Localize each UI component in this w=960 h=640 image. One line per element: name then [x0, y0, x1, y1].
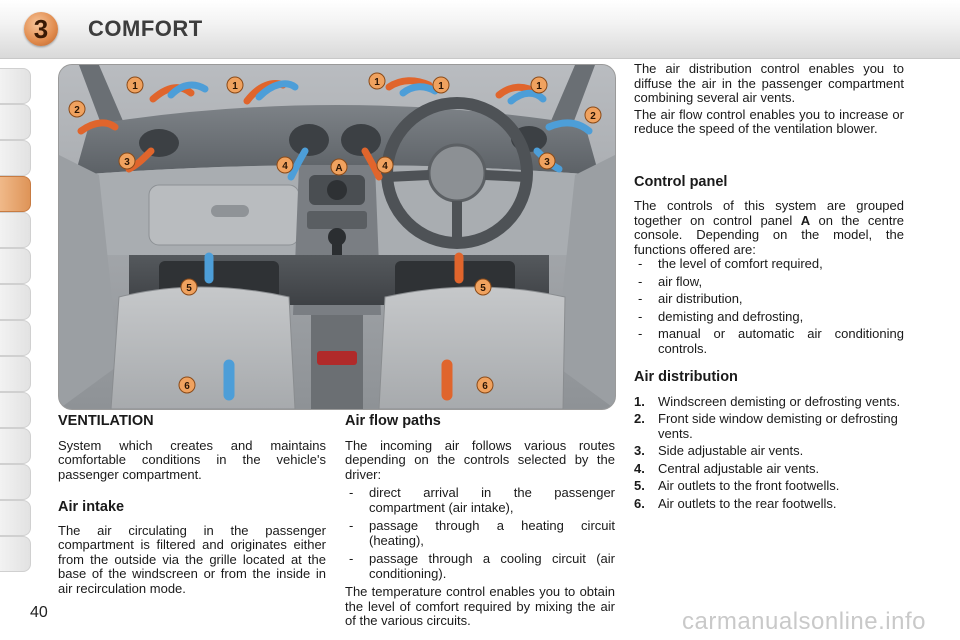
chapter-tab[interactable]	[0, 140, 31, 176]
marker-4	[277, 157, 293, 173]
marker-a	[331, 159, 347, 175]
chapter-tab[interactable]	[0, 68, 31, 104]
marker-6	[477, 377, 493, 393]
item-number: 3.	[634, 443, 645, 458]
list-item: - passage through a cooling circuit (air conditioning).	[345, 552, 615, 581]
glovebox-handle	[211, 205, 249, 217]
list-item: - the level of comfort required,	[634, 257, 904, 272]
list-item	[634, 444, 904, 459]
chapter-tab[interactable]	[0, 248, 31, 284]
list-item: - direct arrival in the passenger compartment (air intake),	[345, 486, 615, 515]
control-panel-heading: Control panel	[634, 173, 728, 190]
air-distribution-list	[634, 395, 904, 512]
right-column	[634, 62, 904, 514]
item-text: Front side window demisting or defrosting vents.	[658, 411, 898, 441]
marker-3	[119, 153, 135, 169]
item-number: 1.	[634, 393, 645, 409]
chapter-title: COMFORT	[88, 16, 203, 41]
chapter-tab[interactable]	[0, 284, 31, 320]
list-item: - air flow,	[634, 275, 904, 290]
svg-text:2: 2	[590, 111, 596, 122]
svg-text:4: 4	[282, 161, 288, 172]
control-knob	[327, 180, 347, 200]
svg-text:1: 1	[132, 81, 138, 92]
item-number: 5.	[634, 478, 645, 493]
marker-2	[69, 101, 85, 117]
air-intake-heading: Air intake	[58, 499, 125, 515]
air-intake-text: The air circulating in the passenger compartment is filtered and originates either from the outside via the grille located at the base of the windscreen or from the inside in air recirculation mode.	[58, 522, 326, 596]
ventilation-text: System which creates and maintains comfortable conditions in the vehicle's passenger compartment.	[58, 437, 326, 482]
item-text: Side adjustable air vents.	[658, 443, 804, 458]
chapter-tab[interactable]	[0, 536, 31, 572]
front-seat-right	[379, 287, 565, 409]
marker-5	[181, 279, 197, 295]
svg-text:4: 4	[382, 161, 388, 172]
svg-text:1: 1	[536, 81, 542, 92]
air-flow-paths-outro: The temperature control enables you to obtain the level of comfort required by mixing the air of the various circuits.	[345, 584, 615, 628]
chapter-tab-active[interactable]	[0, 176, 31, 212]
list-item	[634, 412, 904, 441]
chapter-number-badge: 3	[24, 12, 58, 46]
gear-knob	[328, 228, 346, 246]
marker-5	[475, 279, 491, 295]
air-flow-paths-intro: The incoming air follows various routes depending on the controls selected by the driver:	[345, 437, 615, 482]
svg-text:6: 6	[482, 381, 488, 392]
page-header	[0, 0, 960, 59]
chapter-tab[interactable]	[0, 464, 31, 500]
marker-1	[369, 73, 385, 89]
control-panel-text	[634, 199, 904, 257]
svg-text:3: 3	[124, 157, 130, 168]
marker-1	[127, 77, 143, 93]
item-text: Windscreen demisting or defrosting vents.	[658, 393, 901, 409]
central-vent-left	[289, 124, 329, 156]
list-item	[634, 462, 904, 477]
interior-illustration	[59, 65, 615, 409]
chapter-tabs	[0, 68, 34, 576]
control-panel-letter: A	[800, 212, 811, 228]
item-number: 6.	[634, 495, 645, 511]
item-text: Air outlets to the rear footwells.	[658, 495, 837, 511]
marker-1	[433, 77, 449, 93]
marker-1	[531, 77, 547, 93]
air-flow-column	[345, 414, 615, 629]
control-panel-functions-list	[634, 257, 904, 356]
central-vent-right	[341, 124, 381, 156]
list-item	[634, 479, 904, 494]
steering-wheel-hub	[429, 145, 485, 201]
chapter-tab[interactable]	[0, 428, 31, 464]
svg-text:5: 5	[186, 283, 192, 294]
svg-text:1: 1	[374, 77, 380, 88]
control-panel-text-after: on the centre console. Depending on the model, the functions offered are:	[634, 212, 905, 257]
marker-4	[377, 157, 393, 173]
list-item: - air distribution,	[634, 292, 904, 307]
list-item	[634, 497, 904, 512]
svg-text:1: 1	[232, 81, 238, 92]
chapter-tab[interactable]	[0, 500, 31, 536]
air-distribution-control-text: The air distribution control enables you to diffuse the air in the passenger compartment combining several air vents.	[634, 61, 904, 105]
chapter-tab[interactable]	[0, 320, 31, 356]
svg-text:6: 6	[184, 381, 190, 392]
air-flow-paths-heading: Air flow paths	[345, 413, 441, 429]
ventilation-column	[58, 414, 326, 596]
marker-2	[585, 107, 601, 123]
list-item: - demisting and defrosting,	[634, 310, 904, 325]
svg-text:2: 2	[74, 105, 80, 116]
item-number: 2.	[634, 411, 645, 426]
watermark: carmanualsonline.info	[682, 608, 926, 635]
item-text: Central adjustable air vents.	[658, 460, 820, 476]
marker-1	[227, 77, 243, 93]
item-number: 4.	[634, 460, 645, 476]
ventilation-heading: VENTILATION	[58, 413, 154, 429]
control-panel-text-before: The controls of this system are grouped together on control panel	[634, 198, 904, 228]
front-seat-left	[111, 287, 295, 409]
air-flow-paths-list	[345, 486, 615, 581]
chapter-tab[interactable]	[0, 392, 31, 428]
page-number: 40	[30, 604, 48, 621]
list-item	[634, 395, 904, 410]
marker-3	[539, 153, 555, 169]
svg-text:3: 3	[544, 157, 550, 168]
interior-ventilation-figure	[58, 64, 616, 410]
svg-text:1: 1	[438, 81, 444, 92]
chapter-tab[interactable]	[0, 212, 31, 248]
item-text: Air outlets to the front footwells.	[658, 478, 840, 493]
chapter-tab[interactable]	[0, 356, 31, 392]
list-item: - manual or automatic air conditioning controls.	[634, 327, 904, 356]
air-distribution-heading: Air distribution	[634, 369, 738, 385]
svg-text:5: 5	[480, 283, 486, 294]
audio-unit	[307, 211, 367, 229]
handbrake-button	[317, 351, 357, 365]
chapter-tab[interactable]	[0, 104, 31, 140]
list-item: - passage through a heating circuit (heating),	[345, 519, 615, 548]
svg-text:A: A	[335, 163, 343, 174]
air-flow-control-text: The air flow control enables you to increase or reduce the speed of the ventilation blower.	[634, 106, 904, 136]
marker-6	[179, 377, 195, 393]
